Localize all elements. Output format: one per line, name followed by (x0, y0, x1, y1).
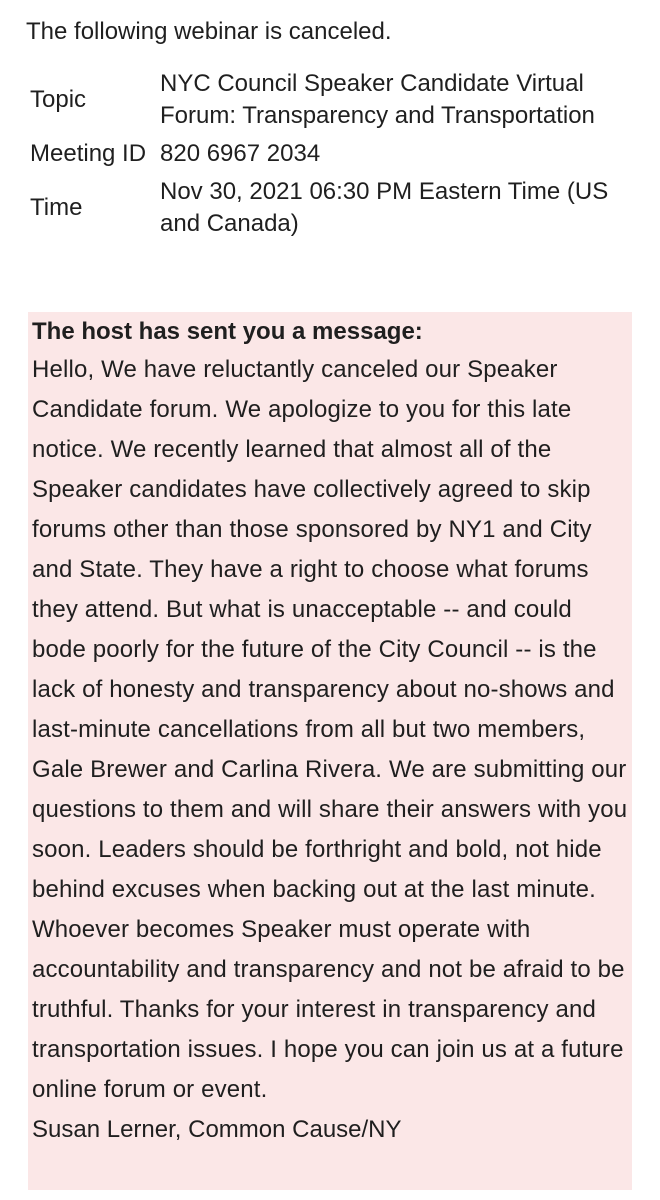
meeting-id-label: Meeting ID (30, 140, 147, 167)
webinar-details (30, 68, 640, 250)
host-message-title: The host has sent you a message: (32, 318, 423, 345)
host-message-box (28, 312, 632, 1190)
meeting-id-value: 820 6967 2034 (160, 140, 321, 167)
topic-label: Topic (30, 86, 87, 113)
time-row (30, 176, 640, 240)
time-label: Time (30, 194, 83, 221)
topic-value: NYC Council Speaker Candidate Virtual Forum: Transparency and Transportation (160, 70, 595, 129)
time-value: Nov 30, 2021 06:30 PM Eastern Time (US and Canada) (160, 178, 609, 237)
cancellation-notice: The following webinar is canceled. (26, 18, 392, 45)
host-message-body: Hello, We have reluctantly canceled our Speaker Candidate forum. We apologize to you for this late notice. We recently learned that almost all of the Speaker candidates have collectively agreed to skip forums other than those sponsored by NY1 and City and State. They have a right to choose what forums they attend. But what is unacceptable -- and could bode poorly for the future of the City Council -- is the lack of honesty and transparency about no-shows and last-minute cancellations from all but two members, Gale Brewer and Carlina Rivera. We are submitting our questions to them and will share their answers with you soon. Leaders should be forthright and bold, not hide behind excuses when backing out at the last minute. Whoever becomes Speaker must operate with accountability and transparency and not be afraid to be truthful. Thanks for your interest in transparency and transportation issues. I hope you can join us at a future online forum or event. (32, 356, 628, 1103)
meeting-id-row (30, 138, 640, 170)
host-message-signature: Susan Lerner, Common Cause/NY (32, 1116, 402, 1143)
topic-row (30, 68, 640, 132)
